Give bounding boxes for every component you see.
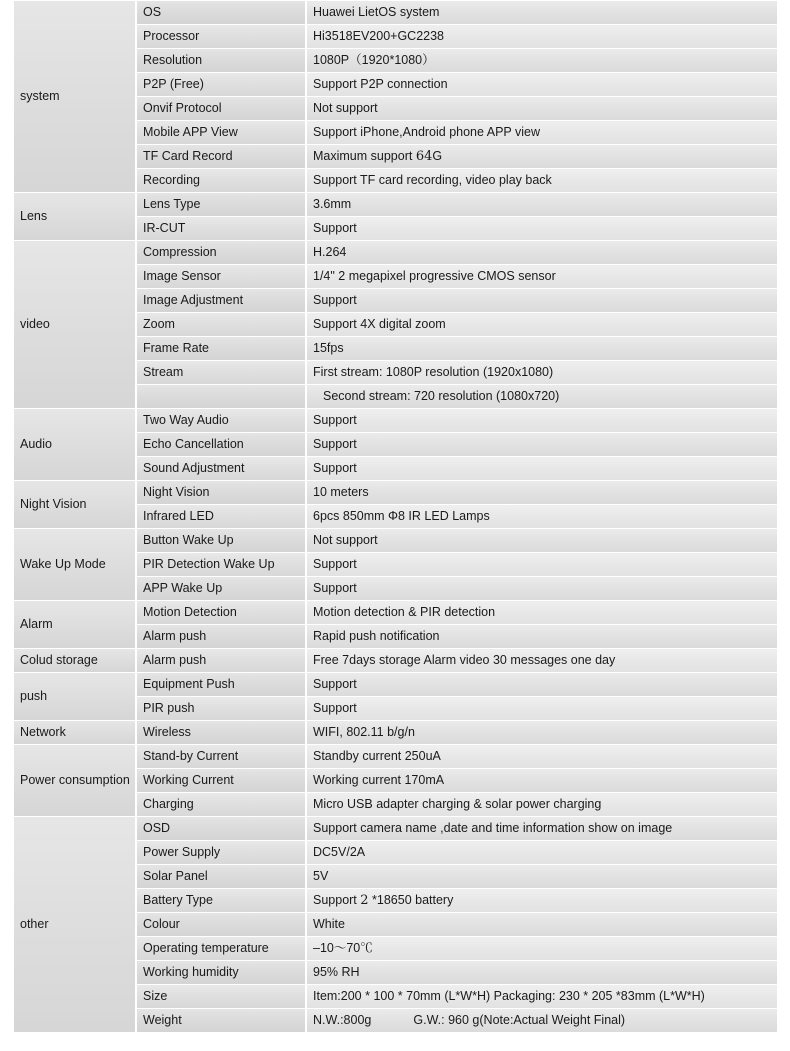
specification-table [14, 0, 779, 1033]
category-cell: push [14, 673, 137, 720]
attribute-cell: Zoom [137, 313, 307, 336]
attribute-cell: Echo Cancellation [137, 433, 307, 456]
attribute-cell: Lens Type [137, 193, 307, 216]
attribute-cell-empty [137, 385, 307, 408]
value-cell: Working current 170mA [307, 769, 779, 792]
category-cell: Colud storage [14, 649, 137, 672]
value-net-weight: N.W.:800g [313, 1013, 372, 1027]
attribute-cell: Recording [137, 169, 307, 192]
value-text-prefix: Support [313, 893, 361, 907]
value-text-prefix: Maximum support [313, 149, 416, 163]
value-cell: White [307, 913, 779, 936]
value-cell: 95% RH [307, 961, 779, 984]
category-cell: Alarm [14, 601, 137, 648]
table-row [14, 409, 779, 432]
attribute-cell: Sound Adjustment [137, 457, 307, 480]
value-cell: Micro USB adapter charging & solar power charging [307, 793, 779, 816]
attribute-cell: Battery Type [137, 889, 307, 912]
value-cell: 15fps [307, 337, 779, 360]
table-row [14, 649, 779, 672]
attribute-cell: P2P (Free) [137, 73, 307, 96]
table-row [14, 745, 779, 768]
attribute-cell: Power Supply [137, 841, 307, 864]
value-cell: 5V [307, 865, 779, 888]
attribute-cell: PIR Detection Wake Up [137, 553, 307, 576]
attribute-cell: Colour [137, 913, 307, 936]
attribute-cell: Alarm push [137, 649, 307, 672]
specification-table-body [14, 1, 779, 1032]
category-cell: Power consumption [14, 745, 137, 816]
value-cell: Rapid push notification [307, 625, 779, 648]
value-cell: 6pcs 850mm Φ8 IR LED Lamps [307, 505, 779, 528]
value-cell: Support [307, 457, 779, 480]
value-cell: Standby current 250uA [307, 745, 779, 768]
table-row [14, 193, 779, 216]
value-cell [307, 1009, 779, 1032]
attribute-cell: Charging [137, 793, 307, 816]
attribute-cell: Mobile APP View [137, 121, 307, 144]
table-row [14, 529, 779, 552]
attribute-cell: Resolution [137, 49, 307, 72]
value-cell: 3.6mm [307, 193, 779, 216]
value-cell: 1/4" 2 megapixel progressive CMOS sensor [307, 265, 779, 288]
category-cell: system [14, 1, 137, 192]
attribute-cell: Infrared LED [137, 505, 307, 528]
attribute-cell: Image Adjustment [137, 289, 307, 312]
value-cell: Support P2P connection [307, 73, 779, 96]
value-cell: Not support [307, 529, 779, 552]
value-cell: Free 7days storage Alarm video 30 messages one day [307, 649, 779, 672]
value-cell: Support [307, 697, 779, 720]
value-cell: –10～70℃ [307, 937, 779, 960]
attribute-cell: TF Card Record [137, 145, 307, 168]
value-cell: Support [307, 289, 779, 312]
table-row [14, 601, 779, 624]
attribute-cell: OS [137, 1, 307, 24]
category-cell: video [14, 241, 137, 408]
value-cell: Support [307, 409, 779, 432]
category-cell: other [14, 817, 137, 1032]
value-cell [307, 145, 779, 168]
value-cell: Support TF card recording, video play back [307, 169, 779, 192]
attribute-cell: Size [137, 985, 307, 1008]
attribute-cell: Image Sensor [137, 265, 307, 288]
attribute-cell: Stand-by Current [137, 745, 307, 768]
attribute-cell: Frame Rate [137, 337, 307, 360]
value-text-suffix: *18650 battery [368, 893, 454, 907]
category-cell: Audio [14, 409, 137, 480]
attribute-cell: Solar Panel [137, 865, 307, 888]
attribute-cell: Equipment Push [137, 673, 307, 696]
attribute-cell: Wireless [137, 721, 307, 744]
value-cell [307, 889, 779, 912]
value-cell: First stream: 1080P resolution (1920x1080) [307, 361, 779, 384]
value-cell: Support 4X digital zoom [307, 313, 779, 336]
value-cell: Support [307, 673, 779, 696]
value-cell: Motion detection & PIR detection [307, 601, 779, 624]
value-cell: WIFI, 802.11 b/g/n [307, 721, 779, 744]
attribute-cell: Night Vision [137, 481, 307, 504]
attribute-cell: PIR push [137, 697, 307, 720]
attribute-cell: Onvif Protocol [137, 97, 307, 120]
value-cell: Support [307, 577, 779, 600]
attribute-cell: Working Current [137, 769, 307, 792]
value-cell: Support [307, 433, 779, 456]
table-row [14, 673, 779, 696]
category-cell: Night Vision [14, 481, 137, 528]
value-cell: Huawei LietOS system [307, 1, 779, 24]
attribute-cell: Button Wake Up [137, 529, 307, 552]
value-cell: DC5V/2A [307, 841, 779, 864]
attribute-cell: OSD [137, 817, 307, 840]
table-row [14, 481, 779, 504]
value-number: 64 [415, 149, 433, 164]
table-row [14, 241, 779, 264]
value-cell: Support [307, 217, 779, 240]
value-cell: Second stream: 720 resolution (1080x720) [307, 385, 779, 408]
value-cell: 1080P（1920*1080） [307, 49, 779, 72]
category-cell: Wake Up Mode [14, 529, 137, 600]
value-cell: Not support [307, 97, 779, 120]
category-cell: Lens [14, 193, 137, 240]
value-cell: 10 meters [307, 481, 779, 504]
attribute-cell: Motion Detection [137, 601, 307, 624]
attribute-cell: Working humidity [137, 961, 307, 984]
table-row [14, 721, 779, 744]
table-row [14, 1, 779, 24]
table-row [14, 817, 779, 840]
value-number: 2 [360, 893, 369, 908]
attribute-cell: Alarm push [137, 625, 307, 648]
value-cell: Support camera name ,date and time information show on image [307, 817, 779, 840]
value-text-suffix: G [432, 149, 443, 163]
attribute-cell: Processor [137, 25, 307, 48]
attribute-cell: Compression [137, 241, 307, 264]
attribute-cell: Operating temperature [137, 937, 307, 960]
attribute-cell: IR-CUT [137, 217, 307, 240]
value-cell: Item:200 * 100 * 70mm (L*W*H) Packaging: 230 * 205 *83mm (L*W*H) [307, 985, 779, 1008]
attribute-cell: Stream [137, 361, 307, 384]
category-cell: Network [14, 721, 137, 744]
value-gross-weight: G.W.: 960 g(Note:Actual Weight Final) [413, 1013, 626, 1027]
attribute-cell: APP Wake Up [137, 577, 307, 600]
value-cell: Hi3518EV200+GC2238 [307, 25, 779, 48]
value-cell: Support [307, 553, 779, 576]
attribute-cell: Weight [137, 1009, 307, 1032]
value-cell: Support iPhone,Android phone APP view [307, 121, 779, 144]
value-cell: H.264 [307, 241, 779, 264]
attribute-cell: Two Way Audio [137, 409, 307, 432]
